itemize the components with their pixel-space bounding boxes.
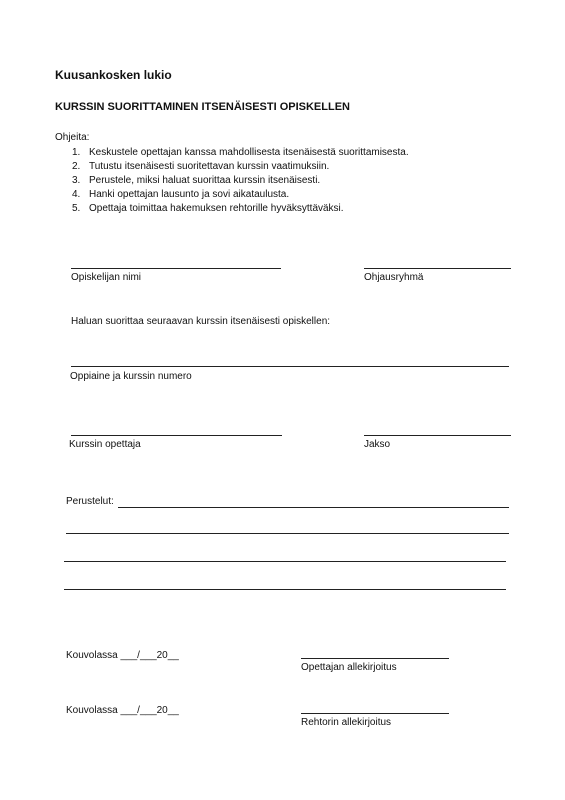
course-intro-text: Haluan suorittaa seuraavan kurssin itsenäisesti opiskellen: [71, 316, 331, 327]
school-name: Kuusankosken lukio [55, 68, 172, 82]
period-line[interactable] [364, 435, 511, 436]
student-name-line[interactable] [71, 268, 281, 269]
form-title: KURSSIN SUORITTAMINEN ITSENÄISESTI OPISKELLEN [55, 101, 350, 113]
teacher-signature-label: Opettajan allekirjoitus [301, 662, 397, 673]
instruction-item: 3. Perustele, miksi haluat suorittaa kurssin itsenäisesti. [72, 175, 321, 186]
reasons-line[interactable] [118, 507, 509, 508]
reasons-line[interactable] [64, 561, 506, 562]
teacher-label: Kurssin opettaja [69, 439, 141, 450]
instruction-item: 1. Keskustele opettajan kanssa mahdollisesta itsenäisestä suorittamisesta. [72, 147, 409, 158]
student-name-label: Opiskelijan nimi [71, 272, 142, 283]
date-line-principal: Kouvolassa ___/___20__ [66, 705, 179, 716]
reasons-label: Perustelut: [66, 496, 114, 507]
principal-signature-line[interactable] [301, 713, 449, 714]
instruction-item: 2. Tutustu itsenäisesti suoritettavan kurssin vaatimuksiin. [72, 161, 330, 172]
reasons-line[interactable] [66, 533, 509, 534]
principal-signature-label: Rehtorin allekirjoitus [301, 717, 392, 728]
instruction-item: 4. Hanki opettajan lausunto ja sovi aikataulusta. [72, 189, 290, 200]
group-line[interactable] [364, 268, 511, 269]
date-line-teacher: Kouvolassa ___/___20__ [66, 650, 179, 661]
group-label: Ohjausryhmä [364, 272, 424, 283]
subject-course-line[interactable] [71, 366, 509, 367]
teacher-line[interactable] [71, 435, 282, 436]
subject-course-label: Oppiaine ja kurssin numero [70, 371, 192, 382]
instructions-list [72, 146, 409, 216]
teacher-signature-line[interactable] [301, 658, 449, 659]
period-label: Jakso [364, 439, 391, 450]
instruction-item: 5. Opettaja toimittaa hakemuksen rehtorille hyväksyttäväksi. [72, 203, 344, 214]
reasons-line[interactable] [64, 589, 506, 590]
instructions-heading: Ohjeita: [55, 132, 90, 143]
